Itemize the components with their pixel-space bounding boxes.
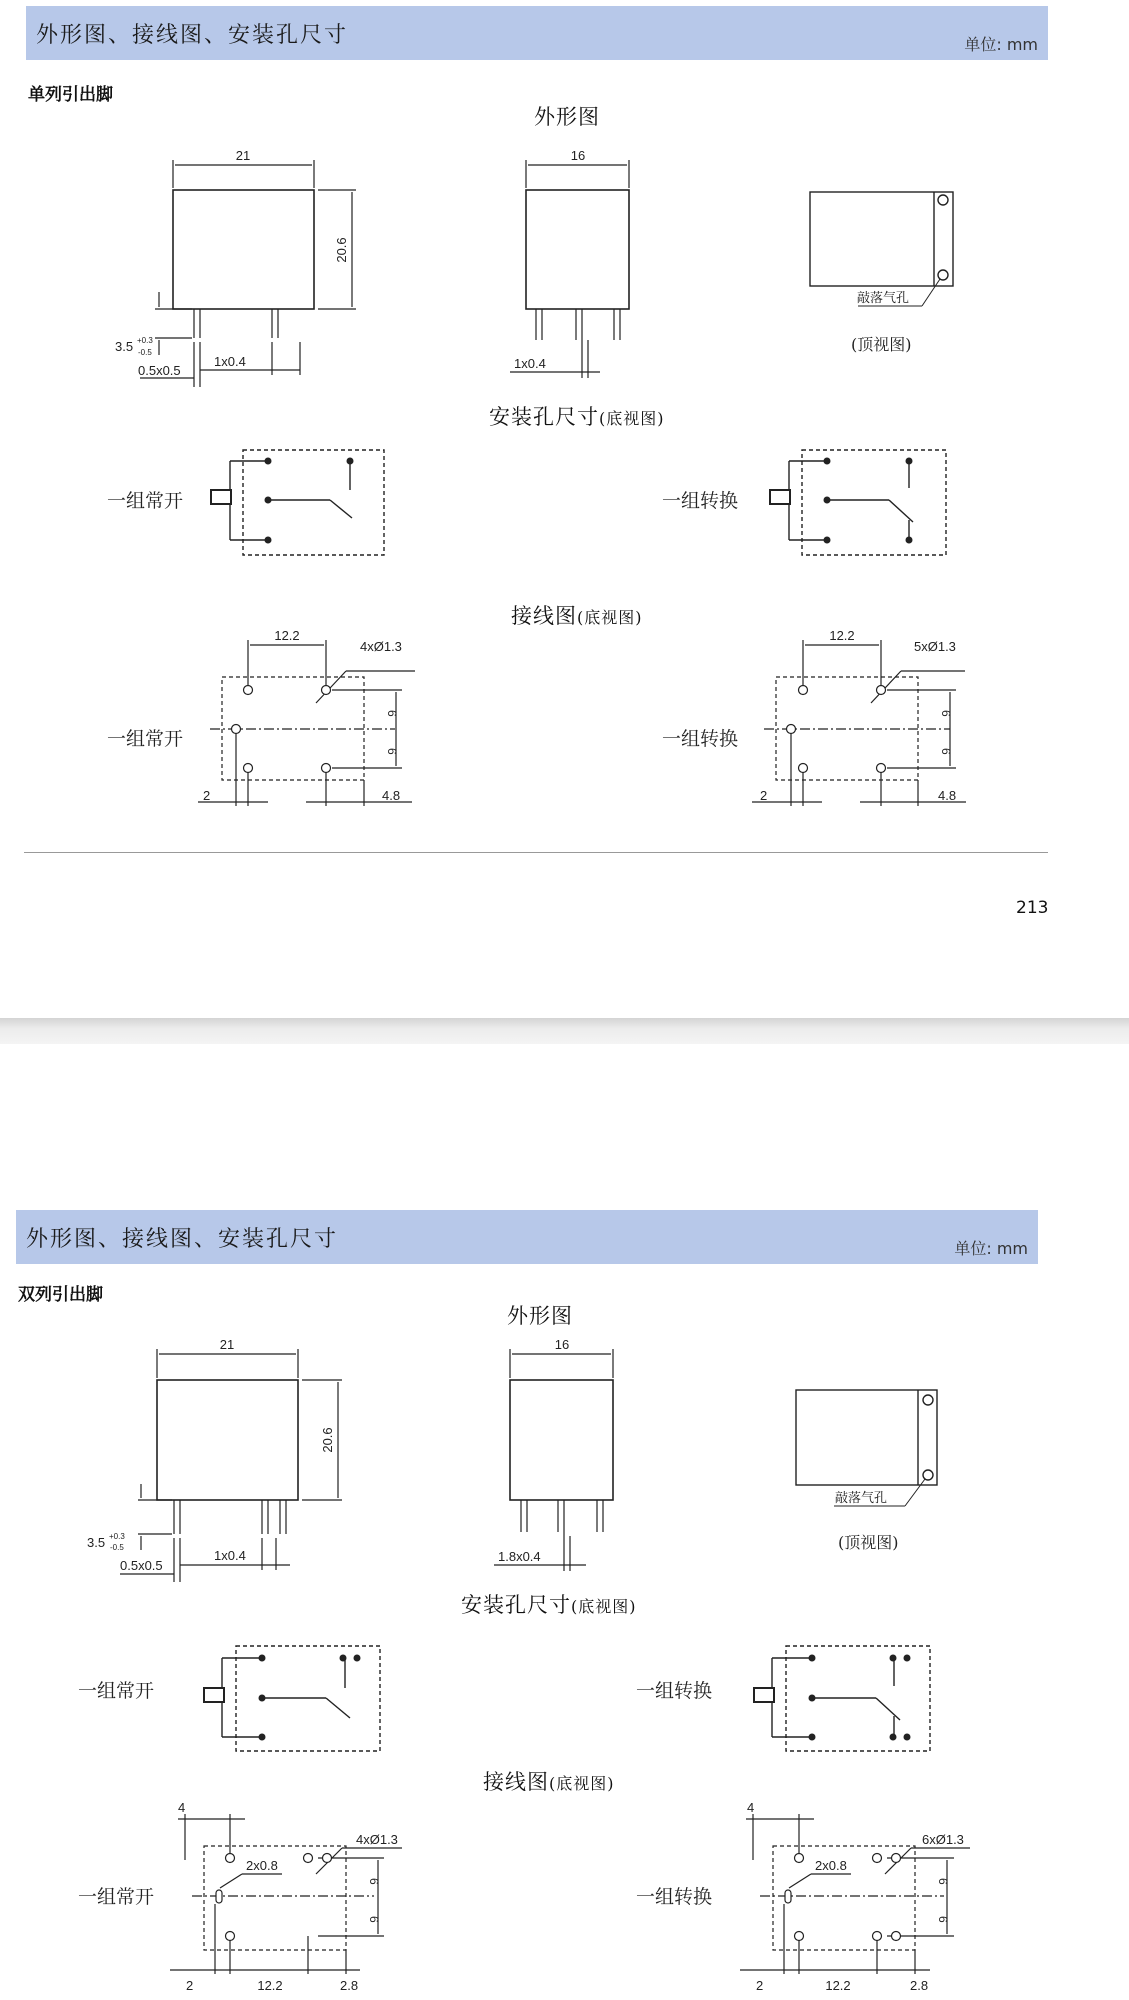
dim-width: 21	[235, 148, 251, 163]
mount-bottom-view: (底视图)	[599, 409, 665, 428]
wiring-v1: 6	[385, 710, 399, 717]
unit-label: 单位: mm	[964, 35, 1038, 54]
wiring-holes-no-2: 4xØ1.3	[356, 1832, 398, 1847]
wiring-v1-c: 6	[367, 1878, 381, 1885]
document-page-2	[0, 1044, 1129, 2000]
page-divider	[24, 852, 1048, 853]
wiring-span-3: 12.2	[257, 1978, 283, 1993]
co-label-4: 一组转换	[636, 1886, 713, 1908]
hole-layout-diagrams-2	[0, 1044, 1129, 2000]
mount-bottom-view-2: (底视图)	[571, 1597, 637, 1616]
dim-tol-plus: +0.3	[137, 336, 153, 345]
wiring-holes-co-2: 6xØ1.3	[922, 1832, 964, 1847]
dim-depth-2: 16	[554, 1337, 570, 1352]
wiring-v2: 6	[385, 748, 399, 755]
wiring-v2-d: 6	[936, 1916, 950, 1923]
wiring-bottom-view-2: (底视图)	[549, 1774, 615, 1793]
wiring-span-4: 12.2	[825, 1978, 851, 1993]
outline-section-title: 外形图	[534, 105, 600, 129]
wiring-title-text: 接线图	[511, 604, 577, 628]
wiring-slot-2: 2x0.8	[815, 1858, 847, 1873]
wiring-holes-co: 5xØ1.3	[914, 639, 956, 654]
pin-type-label: 单列引出脚	[28, 85, 113, 105]
dim-pin-pitch: 1x0.4	[214, 354, 246, 369]
dim-pin-pitch-2: 1x0.4	[214, 1548, 246, 1563]
wiring-v1-d: 6	[936, 1878, 950, 1885]
page-number: 213	[1016, 898, 1049, 918]
wiring-title-text-2: 接线图	[483, 1770, 549, 1794]
co-label-1: 一组转换	[662, 490, 739, 512]
wiring-slot-1: 2x0.8	[246, 1858, 278, 1873]
unit-label-2: 单位: mm	[954, 1239, 1028, 1258]
dim-height: 20.6	[334, 237, 349, 263]
dim-tol-minus: -0.5	[138, 348, 152, 357]
dim-tol-plus-2: +0.3	[109, 1532, 125, 1541]
wiring-left-2: 2	[760, 788, 768, 803]
mount-title-text-2: 安装孔尺寸	[461, 1593, 571, 1617]
wiring-left-1: 2	[203, 788, 211, 803]
dim-tol-minus-2: -0.5	[110, 1543, 124, 1552]
top-view-caption-2: (顶视图)	[838, 1533, 899, 1552]
wiring-v2-c: 6	[367, 1916, 381, 1923]
mount-title-text: 安装孔尺寸	[489, 405, 599, 429]
pin-type-label-2: 双列引出脚	[18, 1285, 103, 1305]
dim-side-pin-2: 1.8x0.4	[498, 1549, 541, 1564]
no-label-3: 一组常开	[78, 1680, 155, 1702]
banner-title-2: 外形图、接线图、安装孔尺寸	[26, 1227, 339, 1252]
wiring-offset-2: 4	[747, 1800, 755, 1815]
wiring-right-2: 4.8	[938, 788, 957, 803]
wiring-v2-b: 6	[939, 748, 953, 755]
co-label-3: 一组转换	[636, 1680, 713, 1702]
dim-pin-size: 0.5x0.5	[138, 363, 181, 378]
dim-pin-size-2: 0.5x0.5	[120, 1558, 163, 1573]
page-separator	[0, 1018, 1129, 1044]
wiring-span-2: 12.2	[829, 628, 855, 643]
dim-height-2: 20.6	[320, 1427, 335, 1453]
wiring-span-1: 12.2	[274, 628, 300, 643]
outline-section-title-2: 外形图	[507, 1304, 573, 1328]
dim-pin-length: 3.5	[115, 339, 134, 354]
top-view-caption: (顶视图)	[851, 335, 912, 354]
wiring-right-4: 2.8	[910, 1978, 929, 1993]
dim-depth: 16	[570, 148, 586, 163]
vent-hole-label-2: 敲落气孔	[835, 1490, 888, 1505]
vent-hole-label: 敲落气孔	[857, 290, 910, 305]
wiring-bottom-view: (底视图)	[577, 608, 643, 627]
no-label-1: 一组常开	[107, 490, 184, 512]
dim-width-2: 21	[219, 1337, 235, 1352]
no-label-2: 一组常开	[107, 728, 184, 750]
wiring-left-3: 2	[186, 1978, 194, 1993]
banner-title: 外形图、接线图、安装孔尺寸	[36, 23, 349, 48]
wiring-offset-1: 4	[178, 1800, 186, 1815]
wiring-right-1: 4.8	[382, 788, 401, 803]
dim-side-pin: 1x0.4	[514, 356, 546, 371]
no-label-4: 一组常开	[78, 1886, 155, 1908]
wiring-holes-no: 4xØ1.3	[360, 639, 402, 654]
wiring-right-3: 2.8	[340, 1978, 359, 1993]
wiring-v1-b: 6	[939, 710, 953, 717]
dim-pin-length-2: 3.5	[87, 1535, 106, 1550]
wiring-left-4: 2	[756, 1978, 764, 1993]
co-label-2: 一组转换	[662, 728, 739, 750]
